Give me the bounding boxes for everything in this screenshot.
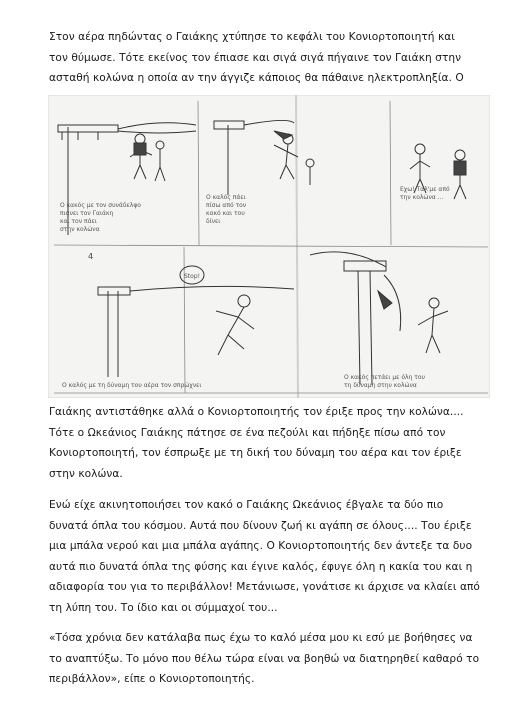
paragraph-4 bbox=[49, 628, 489, 690]
paragraph-1 bbox=[49, 27, 489, 89]
svg-text:Ο καλός με τη δύναμη του αέρα: Ο καλός με τη δύναμη του αέρα τον σπρώχνει bbox=[62, 382, 202, 389]
text-line: στην κολώνα. bbox=[49, 467, 123, 480]
svg-text:Ο κακός πετάει με όλη του: Ο κακός πετάει με όλη του bbox=[344, 374, 426, 381]
paragraph-3 bbox=[49, 495, 489, 618]
svg-text:δίνει: δίνει bbox=[206, 218, 221, 225]
paragraph-2 bbox=[49, 402, 489, 484]
svg-text:κακό και του: κακό και του bbox=[206, 210, 245, 217]
text-line: Ενώ είχε ακινητοποιήσει τον κακό ο Γαιάκης Ωκεάνιος έβγαλε τα δύο πιο bbox=[49, 499, 444, 511]
text-line: τον θύμωσε. Τότε εκείνος τον έπιασε και σιγά σιγά πήγαινε τον Γαιάκη στην bbox=[49, 51, 462, 64]
panel-3-caption bbox=[400, 186, 450, 201]
svg-text:τη δύναμη στην κολώνα: τη δύναμη στην κολώνα bbox=[344, 382, 417, 389]
text-line: δυνατά όπλα του κόσμου. Αυτά που δίνουν ζωή κι αγάπη σε όλους.... Του έριξε bbox=[49, 519, 472, 532]
svg-text:Stop!: Stop! bbox=[184, 273, 201, 280]
text-line: Γαιάκης αντιστάθηκε αλλά ο Κονιορτοποιητής τον έριξε προς την κολώνα.... bbox=[49, 406, 464, 418]
text-line: το αναπτύξω. Το μόνο που θέλω τώρα είναι να βοηθώ να διατηρηθεί καθαρό το bbox=[49, 652, 480, 665]
comic-illustration bbox=[48, 95, 490, 398]
panel-5-caption bbox=[344, 374, 426, 389]
text-line: Τότε ο Ωκεάνιος Γαιάκης πάτησε σε ένα πεζούλι και πήδηξε πίσω από τον bbox=[49, 426, 446, 439]
text-line: μια μπάλα νερού και μια μπάλα αγάπης. Ο Κονιορτοποιητής δεν άντεξε τα δυο bbox=[49, 540, 473, 552]
svg-text:και τον πάει: και τον πάει bbox=[60, 218, 97, 225]
text-line: ασταθή κολώνα η οποία αν την άγγιζε κάποιος θα πάθαινε ηλεκτροπληξία. Ο bbox=[49, 72, 464, 84]
svg-text:Ο καλός πάει: Ο καλός πάει bbox=[206, 194, 246, 201]
svg-text:την κολώνα ...: την κολώνα ... bbox=[400, 194, 444, 201]
text-line: «Τόσα χρόνια δεν κατάλαβα πως έχω το καλό μέσα μου κι εσύ με βοήθησες να bbox=[49, 632, 473, 644]
text-line: περιβάλλον», είπε ο Κονιορτοποιητής. bbox=[49, 673, 255, 685]
text-line: αυτά πιο δυνατά όπλα της φύσης και έγινε καλός, έφυγε όλη η κακία του και η bbox=[49, 560, 473, 573]
svg-text:πίσω από τον: πίσω από τον bbox=[206, 202, 247, 209]
text-line: Κονιορτοποιητή, τον έσπρωξε με τη δική του δύναμη του αέρα και τον έριξε bbox=[49, 447, 462, 459]
panel-number: 4 bbox=[88, 252, 94, 261]
svg-text:Εχω! Ταλ'με από: Εχω! Ταλ'με από bbox=[400, 186, 450, 193]
svg-text:Ο κακός με τον συνάδελφο: Ο κακός με τον συνάδελφο bbox=[60, 202, 141, 209]
text-line: αδιαφορία του για το περιβάλλον! Μετάνιωσε, γονάτισε κι άρχισε να κλαίει από bbox=[49, 581, 480, 593]
text-line: Στον αέρα πηδώντας ο Γαιάκης χτύπησε το κεφάλι του Κονιορτοποιητή και bbox=[49, 31, 455, 43]
svg-text:πιάνει τον Γαιάκη: πιάνει τον Γαιάκη bbox=[60, 210, 114, 217]
svg-text:στην κολώνα: στην κολώνα bbox=[60, 226, 100, 233]
text-line: τη λύπη του. Το ίδιο και οι σύμμαχοί του... bbox=[49, 601, 278, 614]
